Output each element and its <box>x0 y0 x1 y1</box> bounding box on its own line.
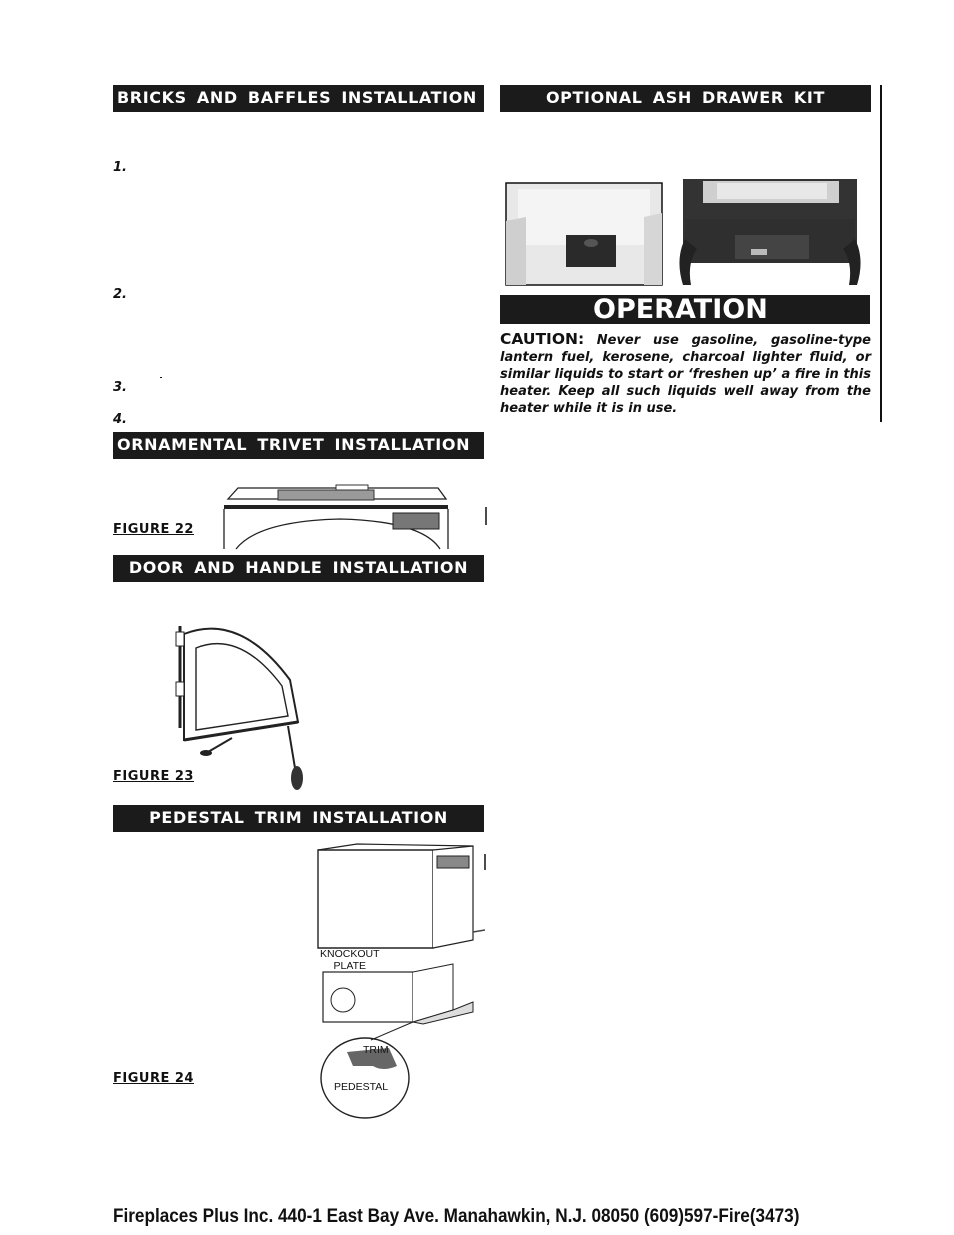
column-rule <box>880 85 882 422</box>
label-knockout: KNOCKOUT <box>320 948 380 960</box>
section-pedestal-trim: PEDESTAL TRIM INSTALLATION <box>113 805 484 832</box>
ash-drawer-photo-interior <box>506 183 663 286</box>
step-2: 2. <box>113 287 127 302</box>
figure-24-illustration <box>313 840 488 1118</box>
section-ash-drawer: OPTIONAL ASH DRAWER KIT <box>500 85 871 112</box>
figure-24-caption: FIGURE 24 <box>113 1071 194 1086</box>
section-bricks-baffles: BRICKS AND BAFFLES INSTALLATION <box>113 85 484 112</box>
step-3: 3. <box>113 380 127 395</box>
step-4: 4. <box>113 412 127 427</box>
label-plate: PLATE <box>333 960 366 972</box>
figure-22-caption: FIGURE 22 <box>113 522 194 537</box>
figure-22-illustration <box>210 485 490 551</box>
ash-drawer-photo-stove <box>677 179 861 289</box>
section-operation: OPERATION <box>500 295 870 324</box>
section-door-handle: DOOR AND HANDLE INSTALLATION <box>113 555 484 582</box>
caution-label: CAUTION: <box>500 330 585 348</box>
section-trivet: ORNAMENTAL TRIVET INSTALLATION <box>113 432 484 459</box>
speck <box>160 377 162 378</box>
figure-23-caption: FIGURE 23 <box>113 769 194 784</box>
caution-text: Never use gasoline, gasoline-type lantern fuel, kerosene, charcoal lighter fluid, or similar liquids to start or ‘freshen up’ a fire in this heater. Keep all such liquids well away from the heater while it is in use. <box>500 333 871 416</box>
step-1: 1. <box>113 160 127 175</box>
footer-contact: Fireplaces Plus Inc. 440-1 East Bay Ave. Manahawkin, N.J. 08050 (609)597-Fire(3473) <box>113 1205 800 1227</box>
label-pedestal: PEDESTAL <box>334 1081 389 1093</box>
caution-notice <box>500 331 871 417</box>
label-trim: TRIM <box>363 1044 389 1056</box>
